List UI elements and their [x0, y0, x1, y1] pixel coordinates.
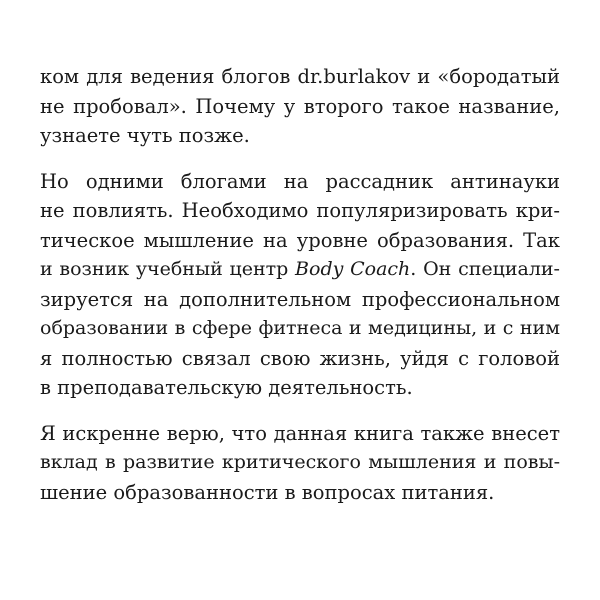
- text-line: зируется на дополнительном профессиональном: [40, 287, 560, 311]
- text-line: не повлиять. Необходимо популяризировать кри-: [40, 199, 560, 222]
- text-line: тическое мышление на уровне образования. Так: [40, 228, 560, 252]
- text-line: я полностью связал свою жизнь, уйдя с головой: [40, 346, 560, 370]
- paragraph-1: [40, 62, 560, 151]
- paragraph-2: [40, 167, 560, 403]
- text-line: узнаете чуть позже.: [40, 124, 250, 147]
- paragraph-3: [40, 419, 560, 508]
- text-line: Я искренне верю, что данная книга также внесет: [40, 421, 560, 445]
- text-line-with-brand: [40, 255, 560, 285]
- text-segment: и возник учебный центр: [40, 258, 296, 280]
- text-line: шение образованности в вопросах питания.: [40, 480, 495, 504]
- text-segment: . Он специали-: [410, 258, 560, 280]
- text-line: вклад в развитие критического мышления и повы-: [40, 451, 560, 473]
- text-line: образовании в сфере фитнеса и медицины, и с ним: [40, 317, 560, 339]
- text-line: в преподавательскую деятельность.: [40, 376, 413, 399]
- brand-name: Body Coach: [295, 258, 411, 280]
- text-line: Но одними блогами на рассадник антинауки: [40, 169, 560, 193]
- text-line: ком для ведения блогов dr.burlakov и «бородатый: [40, 65, 560, 88]
- book-page: [40, 62, 560, 523]
- text-line: не пробовал». Почему у второго такое название,: [40, 94, 560, 118]
